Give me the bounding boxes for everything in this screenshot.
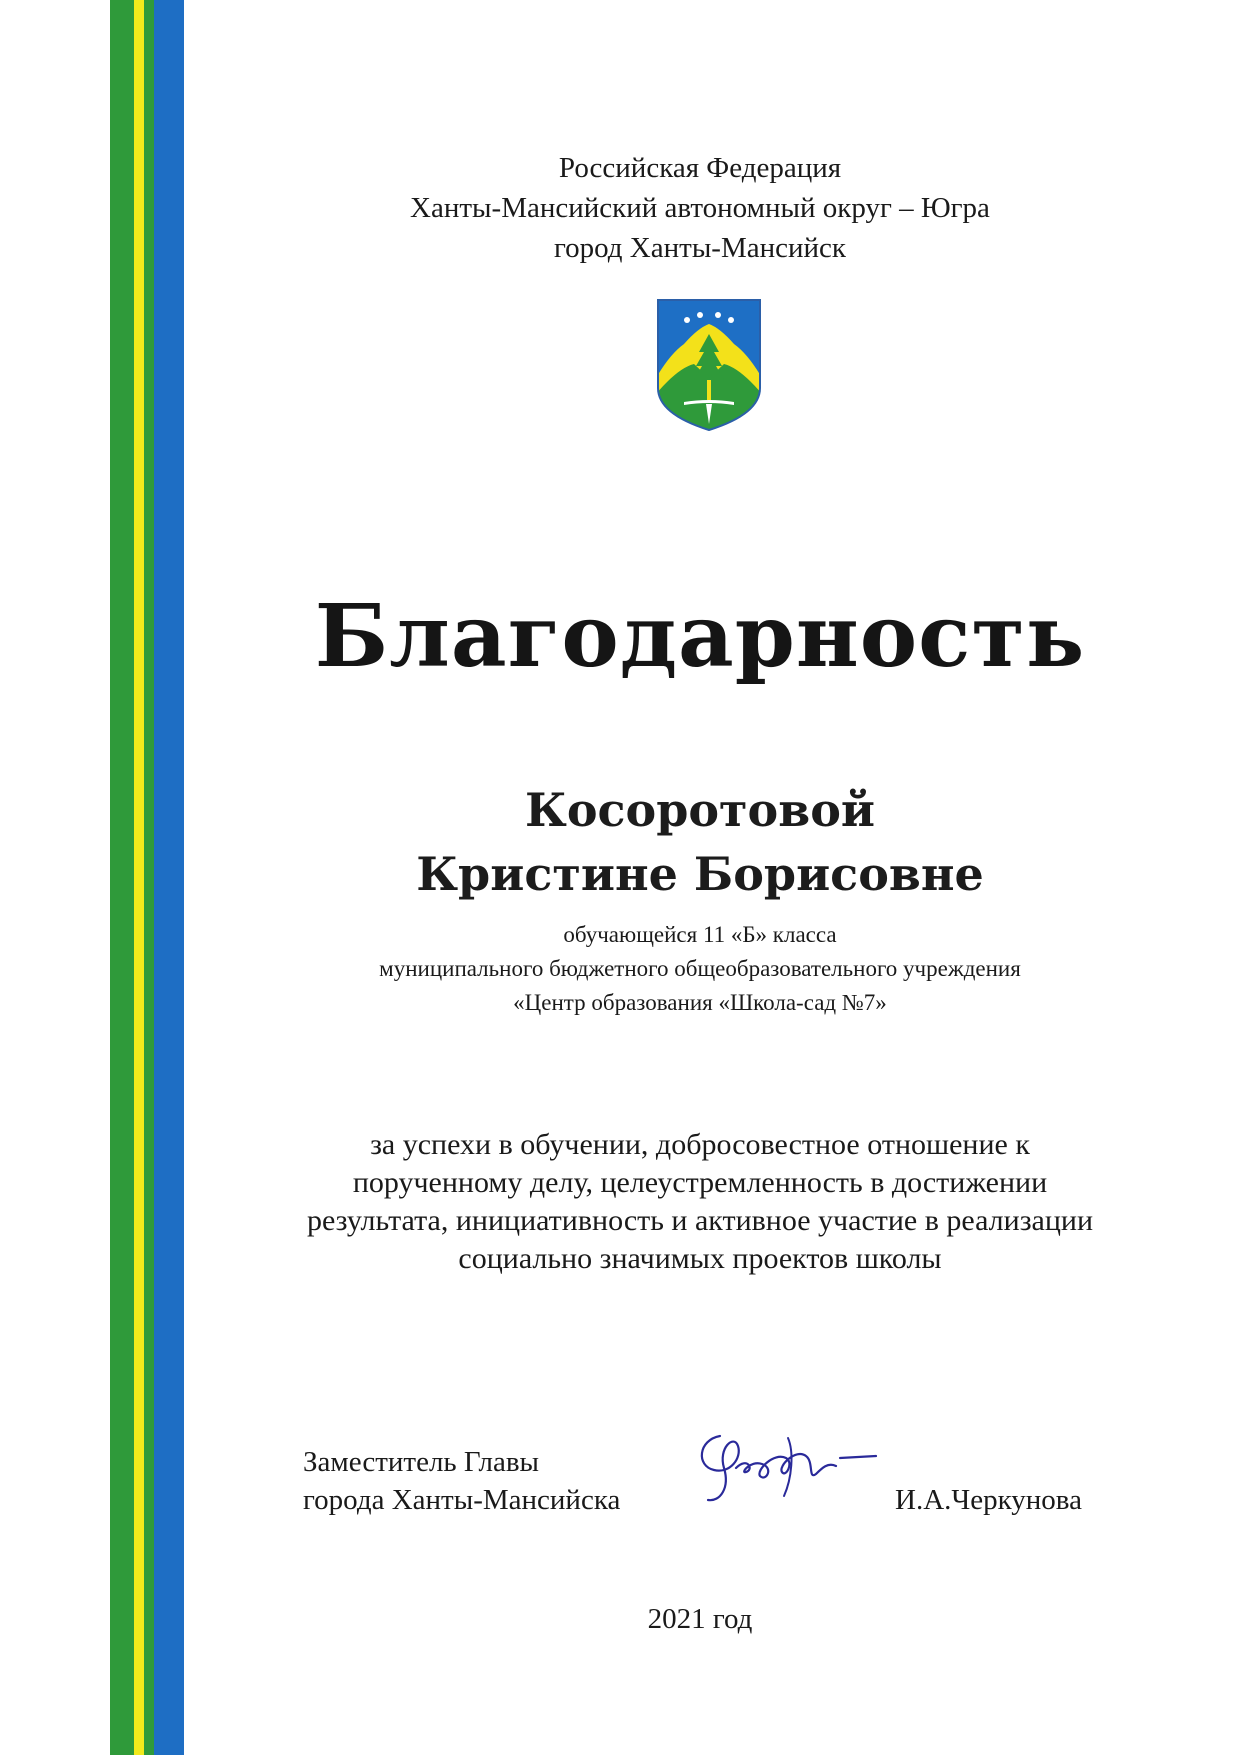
header-region: Ханты-Мансийский автономный округ – Югра <box>410 192 990 224</box>
student-info <box>200 918 1200 1020</box>
reason-line: результата, инициативность и активное участие в реализации <box>306 1204 1094 1237</box>
recipient-surname: Косоротовой <box>524 783 875 837</box>
reason-line: порученному делу, целеустремленность в достижении <box>352 1166 1048 1199</box>
student-school-name: «Центр образования «Школа-сад №7» <box>513 990 887 1015</box>
coat-of-arms-icon <box>656 298 762 432</box>
decorative-stripes <box>110 0 184 1755</box>
signatory-position <box>303 1443 620 1519</box>
header-country: Российская Федерация <box>558 152 842 184</box>
issuer-header <box>200 148 1200 268</box>
recipient-name-patronymic: Кристине Борисовне <box>416 847 984 901</box>
student-school-type: муниципального бюджетного общеобразовательного учреждения <box>379 956 1021 981</box>
green-stripe <box>110 0 134 1755</box>
reason-line: социально значимых проектов школы <box>458 1242 942 1275</box>
signatory-name: И.А.Черкунова <box>895 1484 1082 1516</box>
document-year: 2021 год <box>647 1603 753 1635</box>
document-title: Благодарность <box>314 586 1086 687</box>
recipient-name <box>200 778 1200 906</box>
green-stripe-thin <box>144 0 154 1755</box>
header-city: город Ханты-Мансийск <box>553 232 847 264</box>
blue-stripe <box>154 0 184 1755</box>
yellow-stripe <box>134 0 144 1755</box>
position-organization: города Ханты-Мансийска <box>303 1484 621 1516</box>
handwritten-signature <box>690 1418 880 1510</box>
reason-line: за успехи в обучении, добросовестное отношение к <box>370 1128 1030 1161</box>
student-class: обучающейся 11 «Б» класса <box>563 922 837 947</box>
position-title: Заместитель Главы <box>303 1446 540 1478</box>
award-reason <box>200 1126 1200 1278</box>
